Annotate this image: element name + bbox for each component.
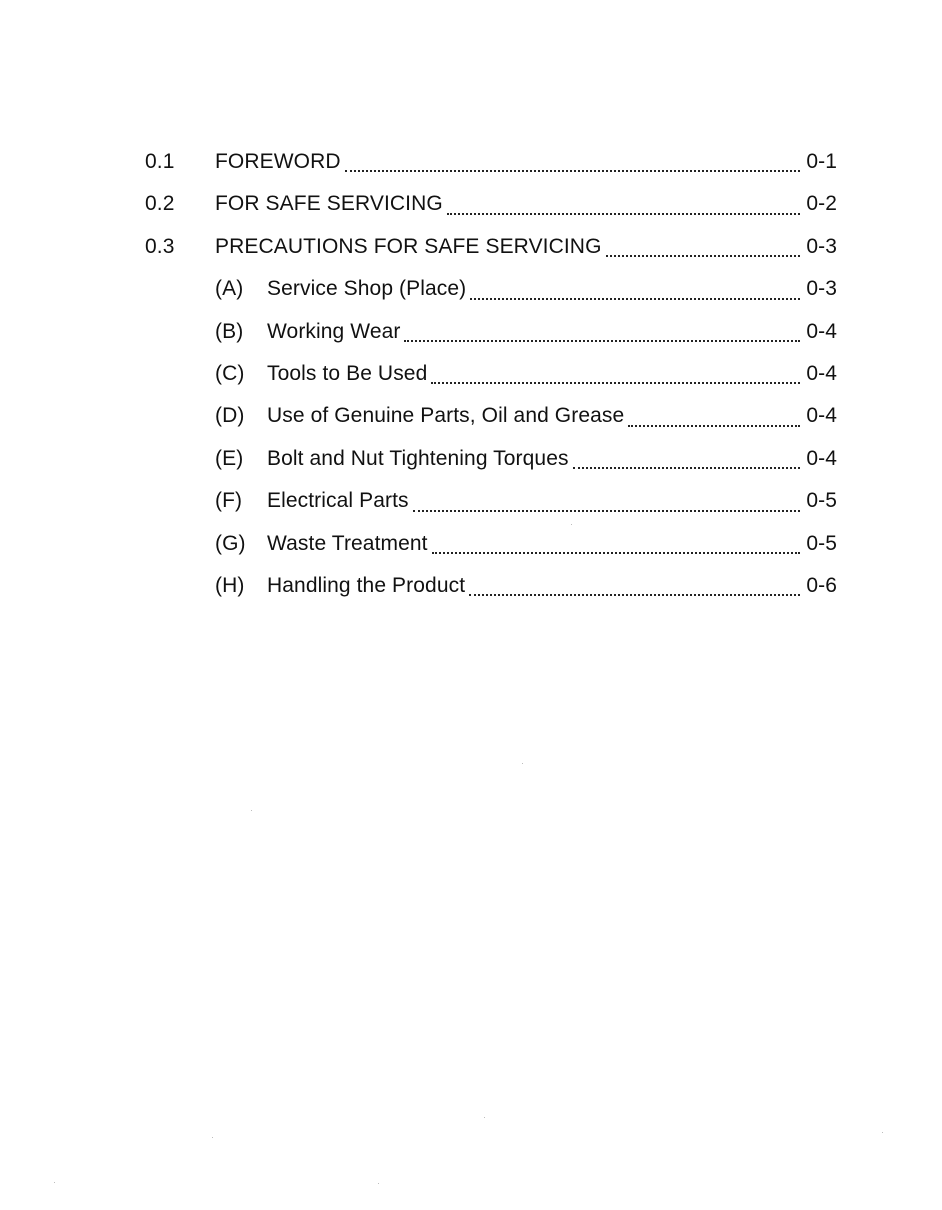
scan-speck [251,810,252,811]
toc-subentry-title: Handling the Product [267,573,466,597]
toc-entry-for-safe-servicing [145,183,837,225]
toc-entry-title: FOR SAFE SERVICING [215,192,443,216]
toc-entry-precautions [145,226,837,268]
scan-speck [882,1132,883,1133]
toc-subentry-genuine-parts [145,395,837,437]
toc-subentry-tools [145,353,837,395]
toc-subentry-torques [145,438,837,480]
toc-entry-page: 0-2 [806,192,837,216]
toc-subentry-title: Waste Treatment [267,531,428,555]
scan-speck [54,1182,55,1183]
scan-speck [212,1137,213,1138]
toc-subentry-working-wear [145,311,837,353]
dot-leader [431,365,800,385]
toc-subentry-letter: (B) [215,319,244,343]
dot-leader [470,281,800,301]
toc-entry-title: FOREWORD [215,150,341,173]
toc-entry-number: 0.3 [145,234,175,258]
toc-subentry-page: 0-5 [806,489,837,513]
toc-subentry-service-shop [145,268,837,310]
toc-subentry-letter: (H) [215,573,245,597]
toc-entry-title: PRECAUTIONS FOR SAFE SERVICING [215,234,602,258]
toc-subentry-title: Working Wear [267,319,401,343]
toc-entry-number: 0.1 [145,150,175,173]
toc-entry-page: 0-3 [806,234,837,258]
toc-subentry-letter: (C) [215,361,245,385]
toc-entry-page: 0-1 [806,150,837,173]
dot-leader [432,535,801,555]
dot-leader [573,450,801,470]
toc-subentry-waste-treatment [145,523,837,565]
toc-subentry-letter: (D) [215,404,245,428]
toc-subentry-title: Use of Genuine Parts, Oil and Grease [267,404,625,428]
toc-subentry-page: 0-4 [806,361,837,385]
toc-subentry-letter: (E) [215,446,244,470]
toc-subentry-letter: (A) [215,277,244,301]
toc-subentry-page: 0-5 [806,531,837,555]
dot-leader [345,153,801,173]
dot-leader [469,577,800,597]
table-of-contents [145,141,837,607]
toc-subentry-page: 0-3 [806,277,837,301]
toc-subentry-title: Service Shop (Place) [267,277,467,301]
toc-subentry-electrical-parts [145,480,837,522]
scan-speck [484,1117,485,1118]
toc-subentry-title: Bolt and Nut Tightening Torques [267,446,569,470]
toc-subentry-title: Electrical Parts [267,489,409,513]
toc-subentry-page: 0-4 [806,404,837,428]
toc-subentry-page: 0-6 [806,573,837,597]
toc-entry-number: 0.2 [145,192,175,216]
toc-subentry-page: 0-4 [806,446,837,470]
dot-leader [404,323,800,343]
toc-subentry-letter: (F) [215,489,243,513]
dot-leader [628,408,800,428]
dot-leader [447,196,801,216]
dot-leader [606,238,801,258]
toc-subentry-title: Tools to Be Used [267,361,428,385]
scan-speck [378,1183,379,1184]
dot-leader [413,493,801,513]
toc-subentry-handling-product [145,565,837,607]
scan-speck [571,524,572,525]
scan-speck [522,763,523,764]
toc-entry-foreword [145,141,837,183]
toc-subentry-letter: (G) [215,531,246,555]
toc-subentry-page: 0-4 [806,319,837,343]
